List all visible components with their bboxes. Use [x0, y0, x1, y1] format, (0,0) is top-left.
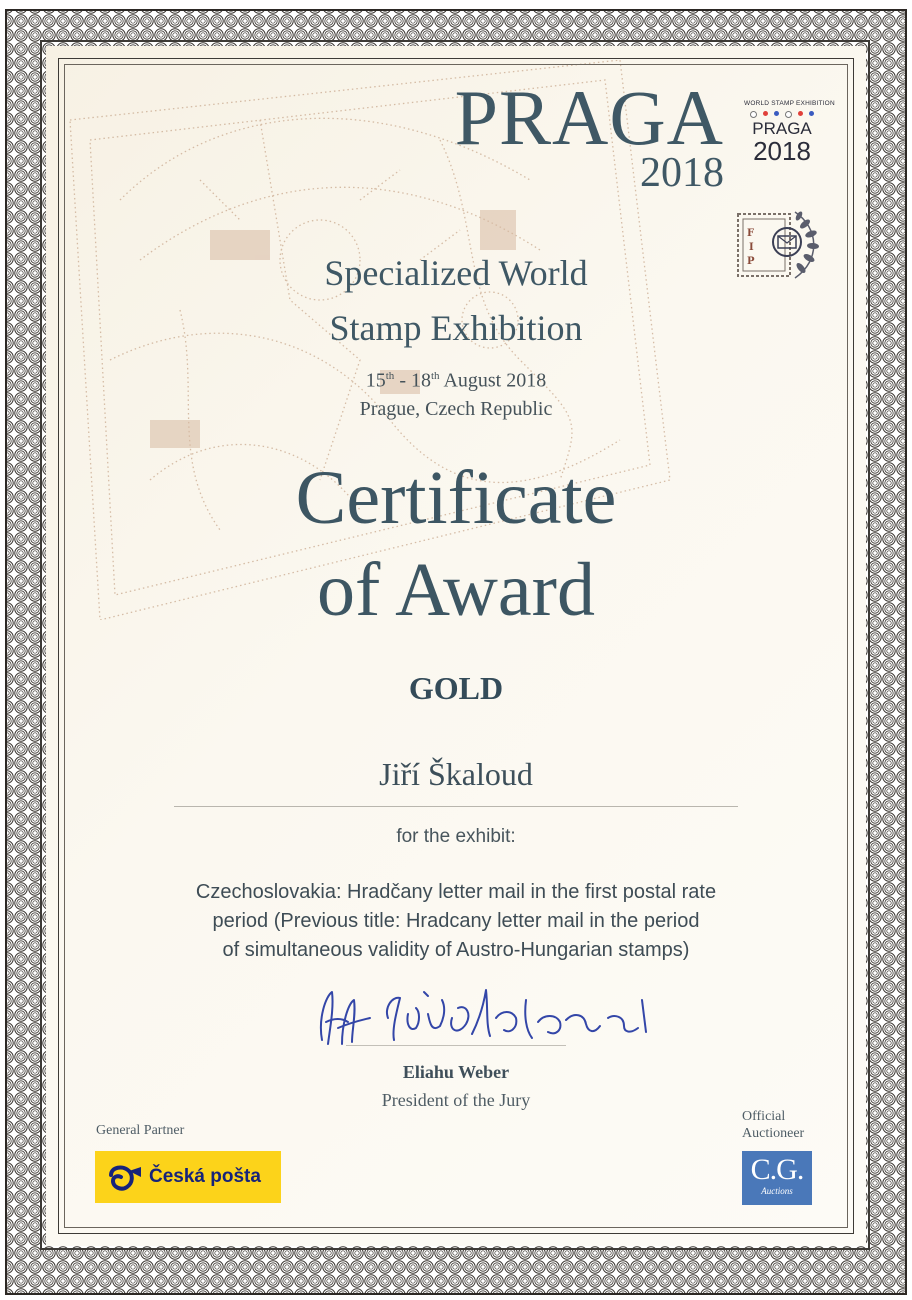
- jury-president-signature: [312, 978, 668, 1052]
- event-dates: 15th - 18th August 2018: [365, 369, 547, 392]
- cg-auctions-logo: [742, 1151, 812, 1205]
- logo-word: PRAGA: [752, 119, 812, 138]
- fip-letter-f: F: [747, 228, 755, 239]
- event-dates-location: [0, 362, 912, 423]
- exhibit-intro: for the exhibit:: [396, 826, 516, 847]
- auctioneer-label-line1: Official: [742, 1109, 786, 1124]
- general-partner-label: General Partner: [96, 1123, 185, 1138]
- exhibit-title-line2: period (Previous title: Hradcany letter mail in the period: [212, 910, 700, 932]
- jury-president-role: President of the Jury: [381, 1090, 531, 1110]
- praga-exhibition-logo: [744, 100, 835, 166]
- exhibit-title: [0, 878, 912, 965]
- praga-wordmark-year: 2018: [640, 150, 724, 196]
- certificate-title-line1: Certificate: [295, 456, 617, 540]
- praga-2018-wordmark: [454, 74, 724, 196]
- auctioneer-label-line2: Auctioneer: [742, 1126, 805, 1141]
- logo-year: 2018: [753, 136, 811, 166]
- praga-wordmark-text: PRAGA: [454, 74, 724, 161]
- event-location: Prague, Czech Republic: [359, 397, 553, 420]
- exhibit-title-line1: Czechoslovakia: Hradčany letter mail in the first postal rate: [195, 881, 717, 903]
- signature-line: [346, 1045, 566, 1046]
- official-auctioneer-label: [742, 1108, 804, 1142]
- frame-inner-line-2: [64, 64, 848, 1228]
- certificate-title: [0, 452, 912, 636]
- recipient-name: Jiří Škaloud: [379, 756, 533, 792]
- certificate-title-line2: of Award: [317, 548, 595, 632]
- recipient-underline: [174, 806, 738, 807]
- event-title: [0, 246, 912, 356]
- ceska-posta-logo: [95, 1151, 281, 1203]
- fip-letter-p: P: [747, 256, 755, 267]
- cg-logo-main: C.G.: [750, 1153, 804, 1186]
- ceska-posta-name: Česká pošta: [149, 1166, 261, 1187]
- event-title-line2: Stamp Exhibition: [329, 308, 583, 348]
- exhibit-title-line3: of simultaneous validity of Austro-Hungarian stamps): [222, 939, 690, 961]
- event-title-line1: Specialized World: [324, 253, 588, 293]
- logo-tagline: WORLD STAMP EXHIBITION: [744, 100, 835, 107]
- fip-letter-i: I: [749, 242, 754, 253]
- logo-dots: [744, 111, 820, 118]
- posthorn-icon: [107, 1163, 143, 1191]
- jury-president-name: Eliahu Weber: [402, 1062, 510, 1082]
- award-level: GOLD: [408, 670, 504, 706]
- cg-logo-sub: Auctions: [761, 1186, 793, 1196]
